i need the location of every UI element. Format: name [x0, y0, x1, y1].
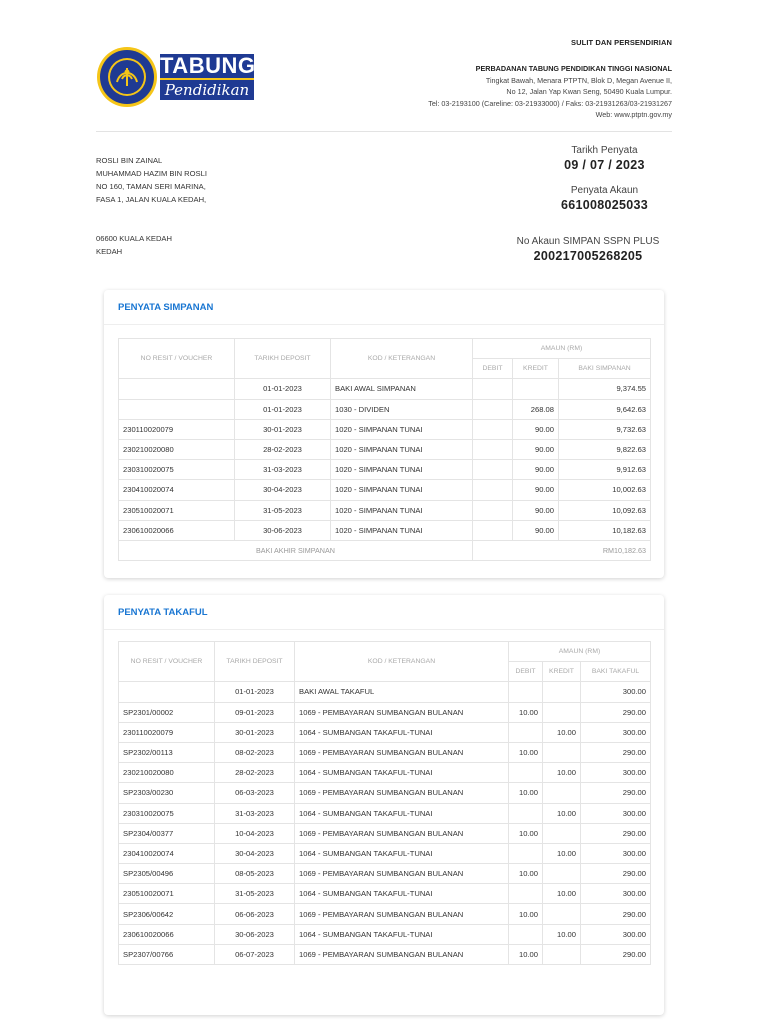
table-cell: SP2305/00496 [119, 864, 215, 884]
savings-statement-title: PENYATA SIMPANAN [104, 290, 664, 325]
table-cell: SP2307/00766 [119, 944, 215, 964]
table-cell: 10.00 [509, 702, 543, 722]
table-cell [473, 419, 513, 439]
table-cell [509, 763, 543, 783]
table-cell [543, 823, 581, 843]
table-row [119, 763, 651, 783]
table-cell: 300.00 [581, 884, 651, 904]
statement-summary [516, 144, 660, 263]
table-cell: 300.00 [581, 763, 651, 783]
address-line: FASA 1, JALAN KUALA KEDAH, [96, 195, 207, 204]
table-cell: 1020 - SIMPANAN TUNAI [331, 419, 473, 439]
table-cell: 1069 - PEMBAYARAN SUMBANGAN BULANAN [295, 742, 509, 762]
table-cell: 230410020074 [119, 480, 235, 500]
table-cell: SP2306/00642 [119, 904, 215, 924]
takaful-statement-card [104, 595, 664, 1015]
table-cell [509, 722, 543, 742]
table-row [119, 742, 651, 762]
table-cell [513, 379, 559, 399]
column-header: KREDIT [513, 359, 559, 379]
address-line: ROSLI BIN ZAINAL [96, 156, 163, 165]
column-header: KOD / KETERANGAN [295, 642, 509, 682]
table-cell: 230610020066 [119, 924, 215, 944]
column-header: KREDIT [543, 662, 581, 682]
table-cell: 90.00 [513, 419, 559, 439]
table-cell: 290.00 [581, 742, 651, 762]
table-cell: 230110020079 [119, 419, 235, 439]
organization-name: PERBADANAN TABUNG PENDIDIKAN TINGGI NASIONAL [475, 64, 672, 73]
table-cell: 290.00 [581, 944, 651, 964]
table-cell [473, 480, 513, 500]
table-cell: 10,182.63 [559, 520, 651, 540]
table-cell: 230510020071 [119, 884, 215, 904]
table-row [119, 480, 651, 500]
table-cell: 10-04-2023 [215, 823, 295, 843]
table-cell: BAKI AWAL SIMPANAN [331, 379, 473, 399]
column-header: BAKI TAKAFUL [581, 662, 651, 682]
closing-balance-label: BAKI AKHIR SIMPANAN [119, 540, 473, 560]
table-cell: 30-06-2023 [235, 520, 331, 540]
table-cell: 290.00 [581, 904, 651, 924]
table-cell: 10.00 [509, 783, 543, 803]
amount-group-header: AMAUN (RM) [473, 339, 651, 359]
organization-website: Web: www.ptptn.gov.my [595, 110, 672, 119]
table-cell: 1069 - PEMBAYARAN SUMBANGAN BULANAN [295, 702, 509, 722]
takaful-table [118, 641, 651, 965]
table-cell: SP2303/00230 [119, 783, 215, 803]
table-cell: 300.00 [581, 682, 651, 702]
table-cell: 10.00 [543, 843, 581, 863]
table-cell: 10.00 [543, 722, 581, 742]
table-cell [543, 944, 581, 964]
table-cell [473, 460, 513, 480]
table-cell: 1064 - SUMBANGAN TAKAFUL-TUNAI [295, 763, 509, 783]
table-cell: 30-04-2023 [215, 843, 295, 863]
table-row [119, 924, 651, 944]
table-cell [543, 742, 581, 762]
table-cell: 9,732.63 [559, 419, 651, 439]
table-cell [119, 379, 235, 399]
table-cell: 9,912.63 [559, 460, 651, 480]
table-cell: 01-01-2023 [215, 682, 295, 702]
table-cell: 90.00 [513, 460, 559, 480]
table-cell: 10.00 [509, 944, 543, 964]
savings-closing-balance-row [119, 540, 651, 560]
table-row [119, 702, 651, 722]
table-cell: 08-02-2023 [215, 742, 295, 762]
table-cell: SP2304/00377 [119, 823, 215, 843]
table-cell: 1020 - SIMPANAN TUNAI [331, 480, 473, 500]
table-cell: 1069 - PEMBAYARAN SUMBANGAN BULANAN [295, 944, 509, 964]
table-cell [543, 864, 581, 884]
column-header: NO RESIT / VOUCHER [119, 339, 235, 379]
ptptn-logo [96, 46, 258, 108]
table-row [119, 884, 651, 904]
table-cell: 30-01-2023 [235, 419, 331, 439]
table-cell [473, 439, 513, 459]
table-cell: 1069 - PEMBAYARAN SUMBANGAN BULANAN [295, 904, 509, 924]
table-cell [473, 500, 513, 520]
organization-address-line: Tingkat Bawah, Menara PTPTN, Blok D, Megan Avenue II, [485, 75, 672, 85]
recipient-address [96, 154, 207, 258]
table-cell: 10.00 [509, 904, 543, 924]
column-header: TARIKH DEPOSIT [235, 339, 331, 379]
table-cell: 290.00 [581, 783, 651, 803]
table-cell: 1064 - SUMBANGAN TAKAFUL-TUNAI [295, 843, 509, 863]
table-cell: 230610020066 [119, 520, 235, 540]
table-cell: 08-05-2023 [215, 864, 295, 884]
table-row [119, 803, 651, 823]
table-cell: 01-01-2023 [235, 399, 331, 419]
column-header: NO RESIT / VOUCHER [119, 642, 215, 682]
table-cell: 10.00 [509, 742, 543, 762]
table-cell: 31-03-2023 [235, 460, 331, 480]
table-cell: 230510020071 [119, 500, 235, 520]
table-cell: 28-02-2023 [215, 763, 295, 783]
table-cell [473, 379, 513, 399]
table-cell: 10.00 [509, 864, 543, 884]
table-cell: 9,822.63 [559, 439, 651, 459]
table-cell [543, 702, 581, 722]
table-cell [473, 520, 513, 540]
table-cell: 90.00 [513, 500, 559, 520]
table-cell: 290.00 [581, 864, 651, 884]
table-cell: 1064 - SUMBANGAN TAKAFUL-TUNAI [295, 722, 509, 742]
table-cell: 300.00 [581, 803, 651, 823]
amount-group-header: AMAUN (RM) [509, 642, 651, 662]
column-header: DEBIT [473, 359, 513, 379]
table-cell: 268.08 [513, 399, 559, 419]
column-header: DEBIT [509, 662, 543, 682]
table-row [119, 460, 651, 480]
logo-title: TABUNG [160, 53, 256, 78]
table-row [119, 439, 651, 459]
table-cell: SP2302/00113 [119, 742, 215, 762]
sspn-account-label: No Akaun SIMPAN SSPN PLUS [516, 236, 660, 247]
statement-date-value: 09 / 07 / 2023 [564, 158, 645, 172]
organization-address-line: No 12, Jalan Yap Kwan Seng, 50490 Kuala Lumpur. [506, 87, 672, 96]
table-cell: 10,002.63 [559, 480, 651, 500]
table-cell: 290.00 [581, 823, 651, 843]
table-cell [509, 803, 543, 823]
table-cell: 1069 - PEMBAYARAN SUMBANGAN BULANAN [295, 823, 509, 843]
table-cell: 06-07-2023 [215, 944, 295, 964]
table-cell: BAKI AWAL TAKAFUL [295, 682, 509, 702]
table-cell: 90.00 [513, 480, 559, 500]
column-header: BAKI SIMPANAN [559, 359, 651, 379]
savings-table [118, 338, 651, 561]
table-cell [509, 924, 543, 944]
table-cell [543, 904, 581, 924]
table-cell: 28-02-2023 [235, 439, 331, 459]
table-cell: 230210020080 [119, 439, 235, 459]
table-cell: 290.00 [581, 702, 651, 722]
table-cell: 31-05-2023 [235, 500, 331, 520]
column-header: TARIKH DEPOSIT [215, 642, 295, 682]
table-cell [509, 884, 543, 904]
table-cell [543, 682, 581, 702]
table-row [119, 843, 651, 863]
table-cell: 300.00 [581, 924, 651, 944]
table-cell: 9,374.55 [559, 379, 651, 399]
ptptn-seal-icon [96, 46, 158, 108]
table-row [119, 904, 651, 924]
table-cell: 230310020075 [119, 460, 235, 480]
table-cell: 10.00 [543, 763, 581, 783]
organization-info [428, 63, 672, 121]
table-cell: 1020 - SIMPANAN TUNAI [331, 500, 473, 520]
table-cell: 10.00 [543, 803, 581, 823]
table-cell: 31-03-2023 [215, 803, 295, 823]
table-cell [543, 783, 581, 803]
table-cell: 1069 - PEMBAYARAN SUMBANGAN BULANAN [295, 783, 509, 803]
table-row [119, 823, 651, 843]
takaful-statement-title: PENYATA TAKAFUL [104, 595, 664, 630]
table-cell: 06-06-2023 [215, 904, 295, 924]
table-row [119, 419, 651, 439]
table-cell [509, 682, 543, 702]
table-cell: 1020 - SIMPANAN TUNAI [331, 460, 473, 480]
address-line: KEDAH [96, 247, 123, 256]
table-cell: 01-01-2023 [235, 379, 331, 399]
table-cell: 1064 - SUMBANGAN TAKAFUL-TUNAI [295, 884, 509, 904]
table-cell: 230410020074 [119, 843, 215, 863]
table-cell [509, 843, 543, 863]
table-cell: 30-06-2023 [215, 924, 295, 944]
table-cell: 10.00 [543, 884, 581, 904]
address-line: 06600 KUALA KEDAH [96, 234, 172, 243]
sspn-account-value: 200217005268205 [533, 249, 643, 263]
table-cell: 30-04-2023 [235, 480, 331, 500]
table-cell: 90.00 [513, 439, 559, 459]
table-cell: 10,092.63 [559, 500, 651, 520]
table-row [119, 864, 651, 884]
table-cell: 230310020075 [119, 803, 215, 823]
table-cell: 30-01-2023 [215, 722, 295, 742]
header-divider [96, 131, 672, 132]
table-row [119, 682, 651, 702]
table-cell: 10.00 [509, 823, 543, 843]
table-row [119, 500, 651, 520]
table-row [119, 379, 651, 399]
table-cell: 230210020080 [119, 763, 215, 783]
table-row [119, 722, 651, 742]
table-cell: 31-05-2023 [215, 884, 295, 904]
table-cell: 1064 - SUMBANGAN TAKAFUL-TUNAI [295, 803, 509, 823]
table-row [119, 520, 651, 540]
table-row [119, 944, 651, 964]
statement-date-label: Tarikh Penyata [571, 145, 638, 156]
table-cell: 300.00 [581, 722, 651, 742]
table-cell: 10.00 [543, 924, 581, 944]
table-cell: 1030 - DIVIDEN [331, 399, 473, 419]
organization-contact: Tel: 03-2193100 (Careline: 03-21933000) / Faks: 03-21931263/03-21931267 [428, 98, 672, 108]
savings-statement-card [104, 290, 664, 578]
table-cell: 09-01-2023 [215, 702, 295, 722]
table-row [119, 783, 651, 803]
savings-table-body [119, 379, 651, 541]
table-cell: 1064 - SUMBANGAN TAKAFUL-TUNAI [295, 924, 509, 944]
table-cell: 1020 - SIMPANAN TUNAI [331, 520, 473, 540]
table-cell: 230110020079 [119, 722, 215, 742]
table-cell: 300.00 [581, 843, 651, 863]
takaful-table-body [119, 682, 651, 965]
table-cell: SP2301/00002 [119, 702, 215, 722]
account-statement-label: Penyata Akaun [570, 185, 639, 196]
table-cell [119, 399, 235, 419]
account-statement-value: 661008025033 [560, 198, 648, 212]
table-cell: 06-03-2023 [215, 783, 295, 803]
table-cell: 9,642.63 [559, 399, 651, 419]
table-cell: 1020 - SIMPANAN TUNAI [331, 439, 473, 459]
address-line: MUHAMMAD HAZIM BIN ROSLI [96, 169, 207, 178]
address-line: NO 160, TAMAN SERI MARINA, [96, 182, 206, 191]
classification-label: SULIT DAN PERSENDIRIAN [571, 38, 672, 47]
table-cell: 1069 - PEMBAYARAN SUMBANGAN BULANAN [295, 864, 509, 884]
logo-subtitle: Pendidikan [160, 78, 254, 100]
table-cell [119, 682, 215, 702]
table-cell: 90.00 [513, 520, 559, 540]
table-cell [473, 399, 513, 419]
column-header: KOD / KETERANGAN [331, 339, 473, 379]
closing-balance-value: RM10,182.63 [473, 540, 651, 560]
table-row [119, 399, 651, 419]
